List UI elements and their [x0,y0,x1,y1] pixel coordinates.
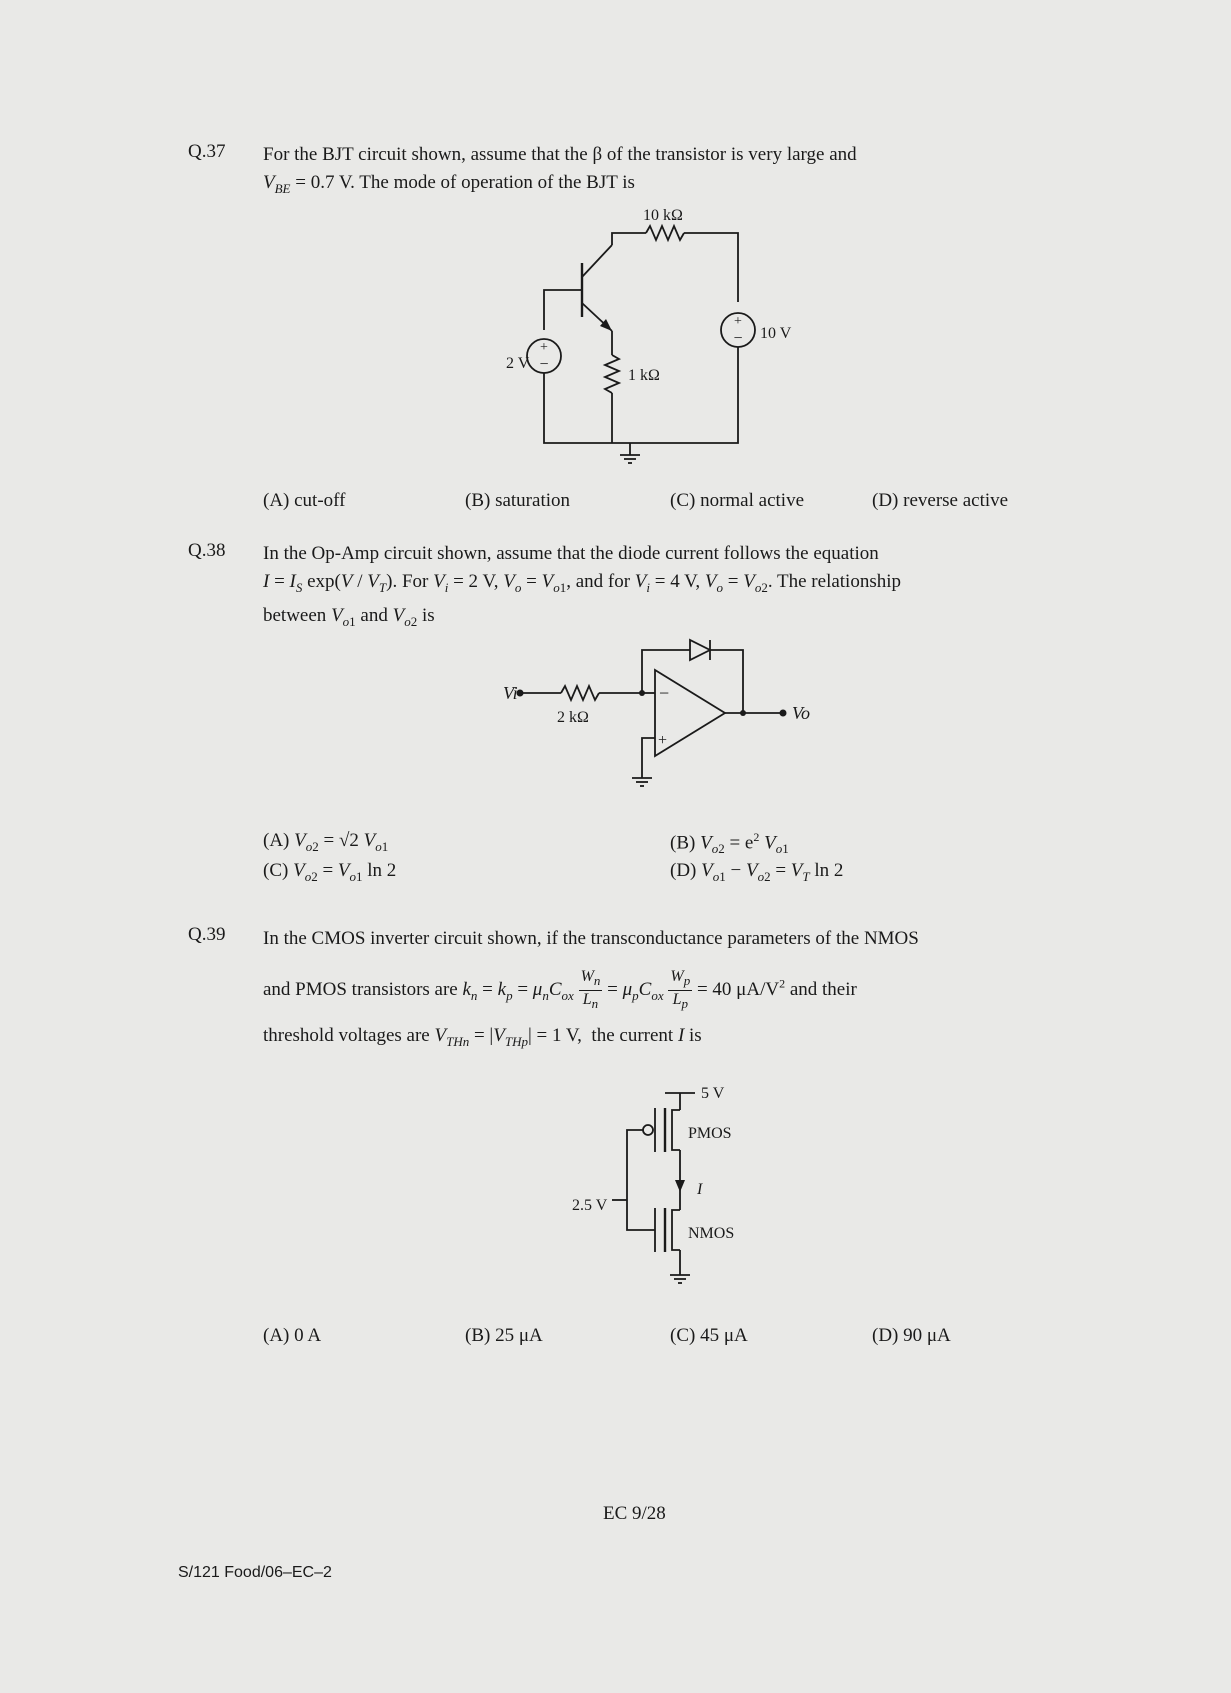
q38-opamp-circuit [495,630,825,800]
q37-option-b[interactable]: (B) saturation [465,490,571,511]
paper-code: S/121 Food/06–EC–2 [178,1564,332,1581]
q37-r-emitter-label: 1 kΩ [628,367,660,384]
q38-resistor-label: 2 kΩ [557,709,589,726]
q38-number: Q.38 [188,540,226,561]
q39-vdd-label: 5 V [701,1085,725,1102]
q38-text: In the Op-Amp circuit shown, assume that the diode current follows the equation $I = I_S$ $\exp(V / V_T)$. For $V_i = 2$ V, $V_o = V_{o1}$, and for $V_i = 4$ V, $V_o = V_{o2}$. The relationship between $V_{o1}$ and $V_{o2}$ is [263,543,902,629]
svg-text:−: − [539,356,549,373]
q39-option-b[interactable]: (B) 25 μA [465,1325,543,1346]
q37-option-a[interactable]: (A) cut-off [263,490,346,511]
q38-option-b[interactable]: (B) $V_{o2} = e^2$ $V_{o1}$ [670,830,789,857]
q39-cmos-inverter-circuit [560,1080,780,1300]
q37-option-c[interactable]: (C) normal active [670,490,805,511]
q37-option-d[interactable]: (D) reverse active [872,490,1009,511]
q38-option-c[interactable]: (C) $V_{o2} = V_{o1}$ ln 2 [263,860,397,884]
page-number: EC 9/28 [603,1503,666,1524]
q37-bjt-circuit [470,205,792,465]
q38-output-label: Vo [792,703,810,723]
q37-text: For the BJT circuit shown, assume that the β of the transistor is very large and $V_{BE} = 0.7$ V. The mode of operation of the BJT is [263,144,857,196]
svg-text:−: − [733,330,743,347]
q37-vbase-label: 2 V [506,355,530,372]
svg-text:+: + [658,732,668,749]
svg-text:+: + [734,314,742,329]
q38-option-a[interactable]: (A) $V_{o2} = √2$ $V_{o1}$ [263,830,389,854]
q39-current-label: I [697,1181,703,1198]
q39-option-a[interactable]: (A) 0 A [263,1325,322,1346]
q39-option-c[interactable]: (C) 45 μA [670,1325,748,1346]
q37-number: Q.37 [188,141,226,162]
q37-vsupply-label: 10 V [760,325,792,342]
q38-input-label: Vi [503,683,518,703]
svg-text:+: + [540,340,548,355]
q39-nmos-label: NMOS [688,1225,735,1242]
svg-text:−: − [659,683,670,703]
q37-r-collector-label: 10 kΩ [643,207,683,224]
q39-vin-label: 2.5 V [572,1197,608,1214]
q39-option-d[interactable]: (D) 90 μA [872,1325,951,1346]
q39-number: Q.39 [188,924,226,945]
q39-pmos-label: PMOS [688,1125,732,1142]
q39-text: In the CMOS inverter circuit shown, if the transconductance parameters of the NMOS and PMOS transistors are $k_n = k_p = \mu_nC_{ox}$ $\frac{W_n}{L_n}$ = $\mu_pC_{ox}$ $\frac{W_p}{L_p}$ = 40 $\mu A/V^2$ and their threshold voltages are $V_{THn} = |V_{THp}| = 1$ V, the current I is [263,928,919,1050]
q38-option-d[interactable]: (D) $V_{o1} - V_{o2} = V_T$ ln 2 [670,860,844,884]
